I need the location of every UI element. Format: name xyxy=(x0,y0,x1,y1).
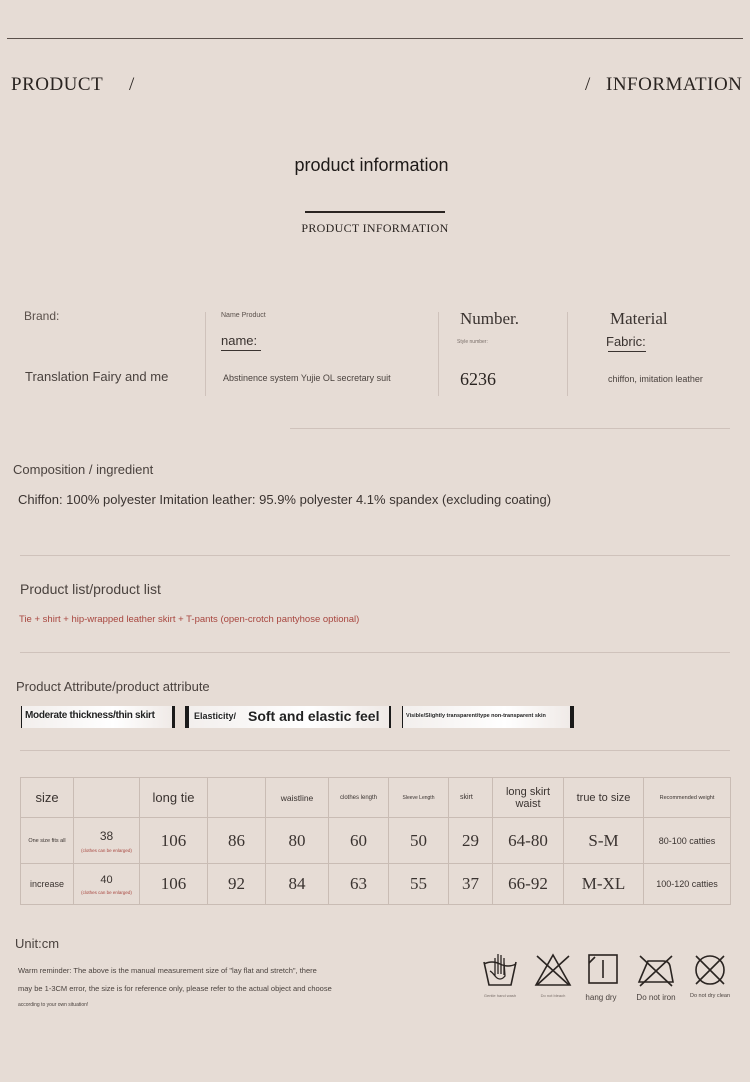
header-right-slash: / xyxy=(585,74,591,95)
table-header: skirt xyxy=(449,778,493,818)
brand-label: Brand: xyxy=(24,309,60,323)
table-header-row xyxy=(21,778,731,818)
header-left-slash: / xyxy=(129,74,135,95)
tag-bar xyxy=(389,706,391,728)
care-label: Do not iron xyxy=(636,993,676,1002)
tag-bar xyxy=(21,706,22,728)
table-header xyxy=(208,778,266,818)
number-value: 6236 xyxy=(460,369,496,389)
unit-label: Unit:cm xyxy=(15,936,60,951)
table-cell: 92 xyxy=(208,864,266,905)
table-cell: 80-100 catties xyxy=(644,818,731,864)
cell-note: (clothes can be enlarged) xyxy=(81,847,132,853)
header-right: INFORMATION xyxy=(606,74,743,95)
attribute-tag-thickness xyxy=(21,706,175,728)
hang-dry-icon xyxy=(583,952,623,988)
brand-value: Translation Fairy and me xyxy=(25,369,169,384)
table-row xyxy=(21,864,731,905)
reminder-line-3: according to your own situation! xyxy=(18,1002,89,1008)
reminder-line-2: may be 1-3CM error, the size is for reference only, please refer to the actual object and choose xyxy=(18,984,332,993)
table-header: long skirt waist xyxy=(493,778,564,818)
fabric-underline xyxy=(608,351,646,352)
name-small-label: Name Product xyxy=(221,312,266,319)
do-not-bleach-icon xyxy=(533,952,573,988)
size-table xyxy=(20,777,731,905)
tag-text: Elasticity/ xyxy=(194,711,237,721)
tag-text: Moderate thickness/thin skirt xyxy=(25,710,155,721)
page-title: product information xyxy=(294,155,449,175)
attribute-label: Product Attribute/product attribute xyxy=(16,679,210,694)
tag-bar xyxy=(570,706,574,728)
table-cell: S-M xyxy=(564,818,644,864)
divider xyxy=(205,312,206,396)
table-cell: 63 xyxy=(329,864,389,905)
do-not-dry-clean-icon xyxy=(690,952,730,988)
table-cell: 29 xyxy=(449,818,493,864)
table-cell: 60 xyxy=(329,818,389,864)
material-label: Material xyxy=(610,309,668,328)
section-divider xyxy=(20,750,730,751)
title-underline xyxy=(305,211,445,213)
table-cell: 100-120 catties xyxy=(644,864,731,905)
table-header: long tie xyxy=(140,778,208,818)
divider xyxy=(567,312,568,396)
cell-note: (clothes can be enlarged) xyxy=(81,889,132,895)
divider xyxy=(438,312,439,396)
table-cell xyxy=(74,864,140,905)
table-header: Recommended weight xyxy=(644,778,731,818)
care-label: Gentle hand wash xyxy=(483,993,517,998)
table-header: clothes length xyxy=(329,778,389,818)
table-cell: 86 xyxy=(208,818,266,864)
hand-wash-icon xyxy=(480,952,520,988)
table-header xyxy=(74,778,140,818)
name-label: name: xyxy=(221,333,258,348)
section-divider xyxy=(290,428,730,429)
composition-label: Composition / ingredient xyxy=(13,462,154,477)
table-cell: 55 xyxy=(389,864,449,905)
tag-bar xyxy=(172,706,175,728)
name-underline xyxy=(221,350,261,351)
product-list-label: Product list/product list xyxy=(20,581,161,597)
care-label: Do not bleach xyxy=(540,993,566,998)
attribute-tag-elasticity xyxy=(185,706,391,728)
number-small-label: Style number: xyxy=(457,339,488,345)
fabric-label: Fabric: xyxy=(606,334,646,349)
header-left: PRODUCT xyxy=(11,74,104,95)
fabric-value: chiffon, imitation leather xyxy=(608,374,703,384)
table-cell: 64-80 xyxy=(493,818,564,864)
table-cell xyxy=(74,818,140,864)
care-label: Do not dry clean xyxy=(689,993,731,999)
number-label: Number. xyxy=(460,309,520,328)
cell-value: 38 xyxy=(99,828,114,843)
care-label: hang dry xyxy=(585,993,617,1002)
table-header: Sleeve Length xyxy=(389,778,449,818)
table-header: waistline xyxy=(266,778,329,818)
composition-text: Chiffon: 100% polyester Imitation leather: 95.9% polyester 4.1% spandex (excluding coating) xyxy=(18,492,552,507)
table-cell: 80 xyxy=(266,818,329,864)
tag-text: Soft and elastic feel xyxy=(248,708,380,724)
attribute-tag-transparency xyxy=(402,706,574,728)
table-cell: 37 xyxy=(449,864,493,905)
table-cell: M-XL xyxy=(564,864,644,905)
table-cell: 50 xyxy=(389,818,449,864)
reminder-line-1: Warm reminder: The above is the manual measurement size of "lay flat and stretch", there xyxy=(18,966,317,975)
do-not-iron-icon xyxy=(636,952,676,988)
product-list-text: Tie + shirt + hip-wrapped leather skirt + T-pants (open-crotch pantyhose optional) xyxy=(19,614,360,625)
tag-text: Visible/Slightly transparent/type non-transparent skin xyxy=(406,713,546,719)
tag-bar xyxy=(402,706,403,728)
table-cell: 106 xyxy=(140,818,208,864)
section-divider xyxy=(20,555,730,556)
table-cell: 66-92 xyxy=(493,864,564,905)
table-cell: 84 xyxy=(266,864,329,905)
name-value: Abstinence system Yujie OL secretary suit xyxy=(223,373,391,383)
table-header: size xyxy=(21,778,74,818)
table-cell: 106 xyxy=(140,864,208,905)
table-row xyxy=(21,818,731,864)
table-cell: increase xyxy=(21,864,74,905)
section-divider xyxy=(20,652,730,653)
top-rule xyxy=(7,38,743,39)
table-cell: One size fits all xyxy=(21,818,74,864)
table-header: true to size xyxy=(564,778,644,818)
tag-bar xyxy=(185,706,189,728)
page-subtitle: PRODUCT INFORMATION xyxy=(301,221,449,235)
cell-value: 40 xyxy=(100,873,113,886)
